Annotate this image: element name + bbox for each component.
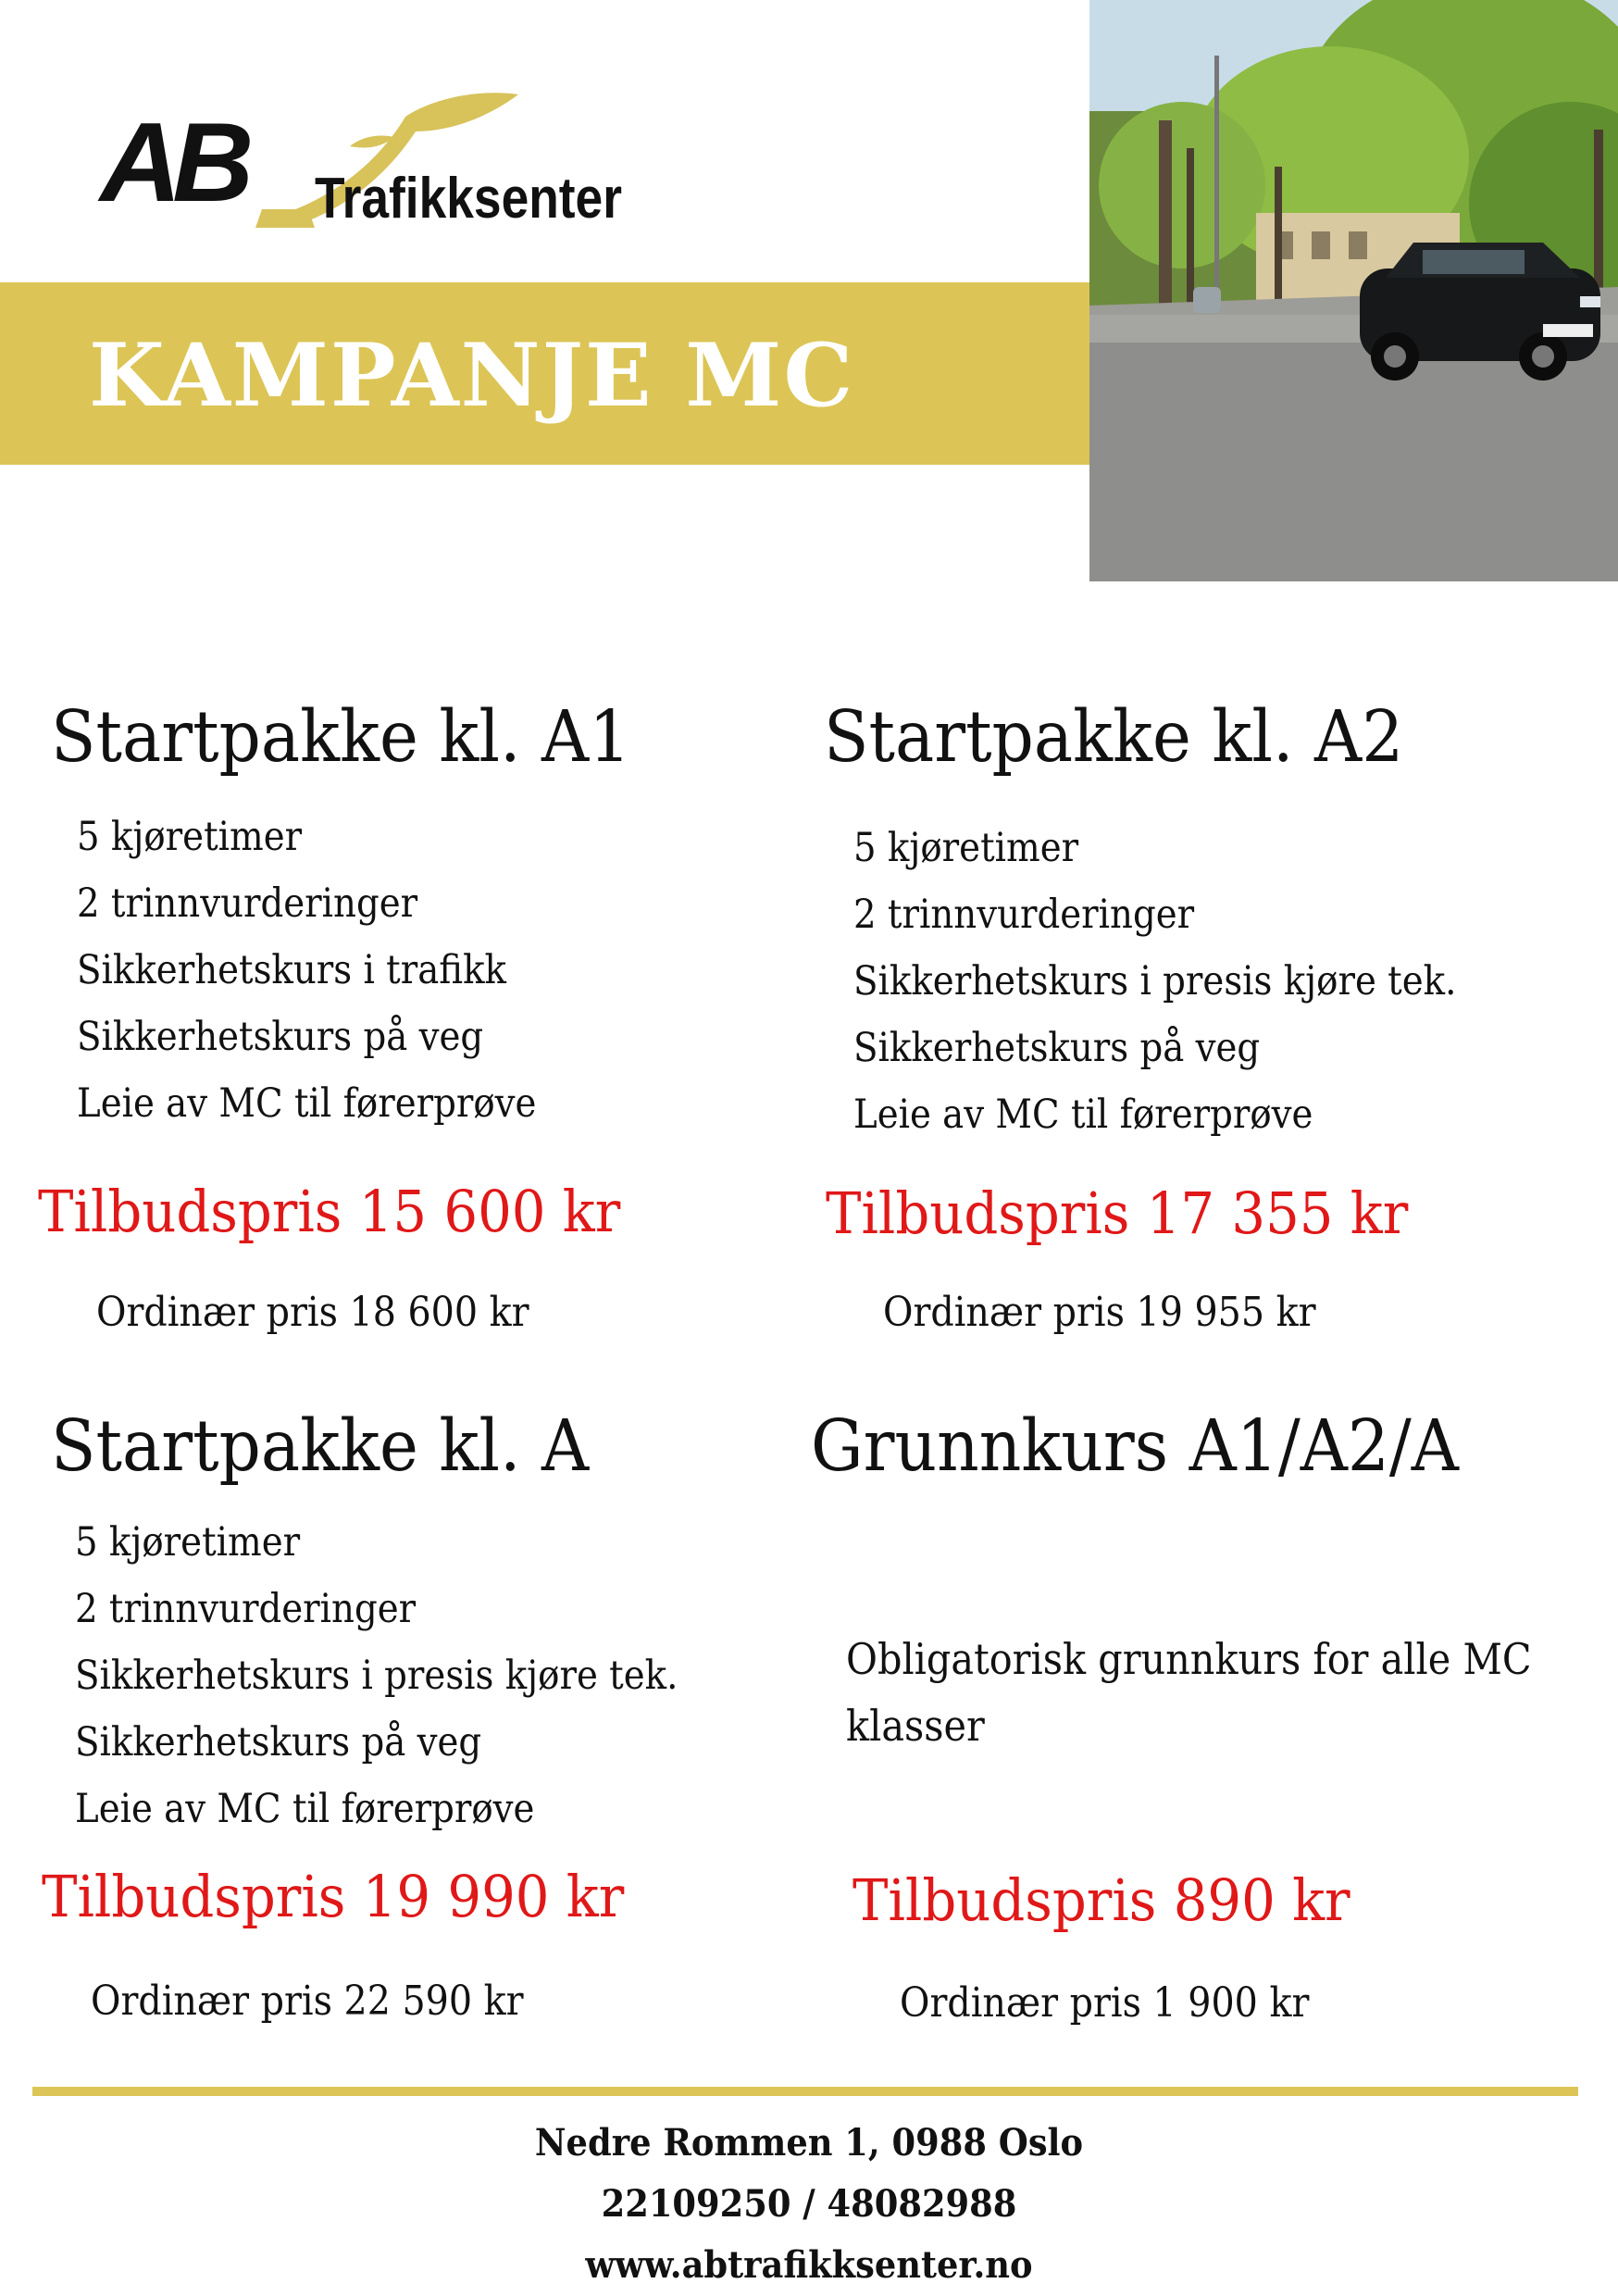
list-item: 2 trinnvurderinger — [75, 1586, 417, 1632]
ordinary-price: Ordinær pris 1 900 kr — [900, 1979, 1310, 2027]
list-item: Sikkerhetskurs i presis kjøre tek. — [853, 958, 1457, 1004]
offer-title: Startpakke kl. A2 — [824, 696, 1404, 779]
offer-startpakke-a2 — [824, 696, 1601, 1276]
list-item: Sikkerhetskurs på veg — [75, 1719, 482, 1766]
list-item: 2 trinnvurderinger — [853, 892, 1195, 938]
list-item: Sikkerhetskurs på veg — [853, 1025, 1261, 1071]
campaign-banner — [0, 282, 1194, 465]
offer-price: Tilbudspris 890 kr — [853, 1866, 1350, 1934]
list-item: 5 kjøretimer — [77, 814, 303, 860]
footer-website-link[interactable]: www.abtrafikksenter.no — [585, 2243, 1033, 2287]
ordinary-price: Ordinær pris 22 590 kr — [91, 1978, 524, 2025]
offer-items — [77, 804, 588, 1137]
offer-title: Startpakke kl. A — [51, 1405, 590, 1488]
list-item: 5 kjøretimer — [75, 1519, 301, 1566]
footer-phone: 22109250 / 48082988 — [601, 2182, 1017, 2226]
offer-price: Tilbudspris 17 355 kr — [826, 1179, 1409, 1247]
list-item: Sikkerhetskurs i trafikk — [77, 947, 506, 993]
offer-price: Tilbudspris 19 990 kr — [42, 1863, 625, 1930]
footer-address: Nedre Rommen 1, 0988 Oslo — [534, 2121, 1084, 2165]
list-item: Leie av MC til førerprøve — [75, 1786, 535, 1832]
offer-description: Obligatorisk grunnkurs for alle MC klasser — [846, 1634, 1532, 1751]
list-item: 5 kjøretimer — [853, 825, 1079, 871]
list-item: 2 trinnvurderinger — [77, 880, 418, 927]
offer-items — [853, 815, 1524, 1148]
list-item: Sikkerhetskurs på veg — [77, 1014, 484, 1060]
offer-title: Startpakke kl. A1 — [51, 696, 631, 779]
list-item: Sikkerhetskurs i presis kjøre tek. — [75, 1653, 678, 1699]
list-item: Leie av MC til førerprøve — [853, 1092, 1313, 1138]
street-car-photo — [1089, 0, 1618, 581]
company-logo — [100, 89, 674, 246]
offer-startpakke-a1 — [38, 696, 791, 1276]
logo-mark: AB — [100, 99, 245, 225]
logo-name: Trafikksenter — [315, 167, 622, 231]
offer-startpakke-a — [42, 1405, 819, 1948]
footer-contact — [0, 2113, 1618, 2296]
ordinary-price: Ordinær pris 19 955 kr — [883, 1289, 1316, 1336]
offer-price: Tilbudspris 15 600 kr — [38, 1178, 621, 1245]
offer-grunnkurs — [811, 1405, 1607, 1948]
footer-divider — [32, 2087, 1578, 2096]
offer-items — [75, 1509, 745, 1842]
banner-title: KAMPANJE MC — [89, 325, 855, 427]
ordinary-price: Ordinær pris 18 600 kr — [96, 1289, 529, 1336]
header-photo — [1089, 0, 1618, 581]
offer-title: Grunnkurs A1/A2/A — [811, 1405, 1459, 1488]
list-item: Leie av MC til førerprøve — [77, 1080, 537, 1127]
